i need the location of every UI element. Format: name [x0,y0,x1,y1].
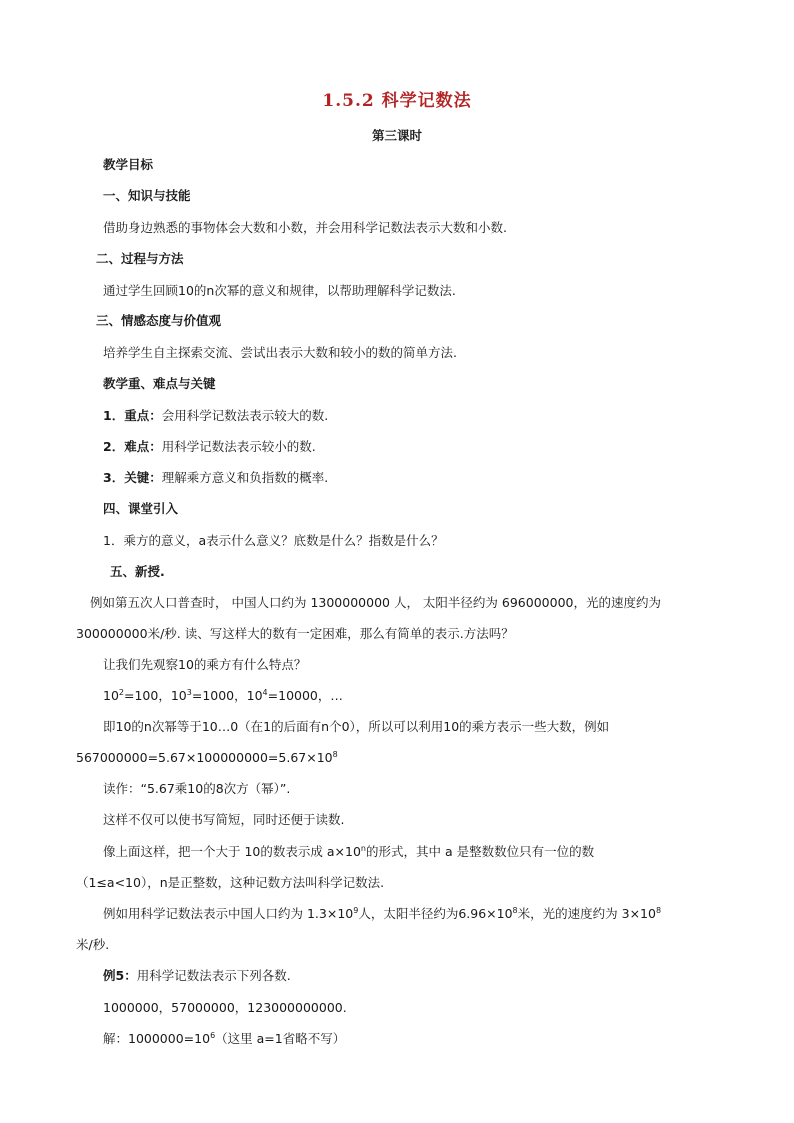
powers-exp-b: 3 [186,687,192,697]
example-exponent: 8 [332,749,338,759]
paragraph-2: 让我们先观察10的乘方有什么特点？ [103,657,307,672]
solution-text-b: （这里 a=1省略不写） [215,1031,346,1046]
key-point-3 [103,470,328,486]
document-title: 1.5.2 科学记数法 [322,91,472,111]
new-lesson-heading: 五、新授. [110,564,165,579]
definition-text-b: 的形式，其中 a 是整数数位只有一位的数 [365,844,595,859]
definition-exponent: n [360,843,366,853]
key-point-3-text: 理解乘方意义和负指数的概率. [161,470,329,485]
paragraph-7-line-1 [103,844,594,860]
solution-line [103,1031,345,1047]
paragraph-1-line-1: 例如第五次人口普查时， 中国人口约为 1300000000 人， 太阳半径约为 696000000，光的速度约为 [90,595,661,610]
sci-example-exp-3: 8 [655,905,662,915]
definition-text-a: 像上面这样，把一个大于 10的数表示成 a×10 [103,844,361,859]
powers-of-ten [103,688,343,704]
key-point-1 [103,408,328,424]
powers-text-c: =1000，10 [191,688,263,703]
knowledge-text: 借助身边熟悉的事物体会大数和小数，并会用科学记数法表示大数和小数. [103,220,507,235]
key-point-1-text: 会用科学记数法表示较大的数. [161,408,329,423]
intro-heading: 四、课堂引入 [103,501,179,516]
powers-text-d: =10000，… [267,688,343,703]
paragraph-7-line-2: （1≤a<10），n是正整数，这种记数方法叫科学记数法. [76,875,385,890]
process-heading: 二、过程与方法 [96,251,184,266]
intro-question: 1．乘方的意义，a表示什么意义？底数是什么？指数是什么？ [103,533,444,548]
process-text: 通过学生回顾10的n次幂的意义和规律，以帮助理解科学记数法. [103,283,456,298]
key-point-1-label: 1．重点： [103,408,162,423]
sci-example-exp-1: 9 [353,905,359,915]
sci-example-a: 例如用科学记数法表示中国人口约为 1.3×10 [103,906,354,921]
paragraph-5: 读作：“5.67乘10的8次方（幂）”. [103,781,291,796]
key-point-2 [103,439,316,455]
paragraph-8-line-2: 米/秒. [76,937,110,952]
powers-text-b: =100，10 [124,688,187,703]
example-numbers: 1000000，57000000，123000000000. [103,1000,347,1015]
powers-exp-c: 4 [262,687,268,697]
powers-exp-a: 2 [118,687,124,697]
powers-text-a: 10 [103,688,119,703]
paragraph-4-line-1: 即10的n次幂等于10…0（在1的后面有n个0），所以可以利用10的乘方表示一些大数，例如 [103,719,610,734]
example-expression: 567000000=5.67×100000000=5.67×10 [76,750,333,765]
paragraph-6: 这样不仅可以使书写简短，同时还便于读数. [103,812,345,827]
knowledge-heading: 一、知识与技能 [103,188,191,203]
paragraph-4-line-2 [76,750,338,766]
solution-text-a: 解：1000000=10 [103,1031,211,1046]
goals-heading: 教学目标 [103,157,154,172]
solution-exponent: 6 [210,1030,216,1040]
paragraph-8-line-1 [103,906,661,922]
paragraph-1-line-2: 300000000米/秒. 读、写这样大的数有一定困难，那么有简单的表示.方法吗？ [76,626,514,641]
key-point-2-text: 用科学记数法表示较小的数. [161,439,316,454]
example-5 [103,968,291,984]
sci-example-exp-2: 8 [512,905,518,915]
key-point-2-label: 2．难点： [103,439,162,454]
sci-example-c: 米，光的速度约为 3×10 [517,906,656,921]
key-points-heading: 教学重、难点与关键 [103,376,216,391]
sci-example-b: 人，太阳半径约为6.96×10 [358,906,513,921]
example-5-text: 用科学记数法表示下列各数. [136,968,291,983]
key-point-3-label: 3．关键： [103,470,162,485]
emotion-heading: 三、情感态度与价值观 [96,313,222,328]
emotion-text: 培养学生自主探索交流、尝试出表示大数和较小的数的简单方法. [103,345,457,360]
document-subtitle: 第三课时 [371,128,422,143]
example-5-label: 例5： [103,968,137,983]
